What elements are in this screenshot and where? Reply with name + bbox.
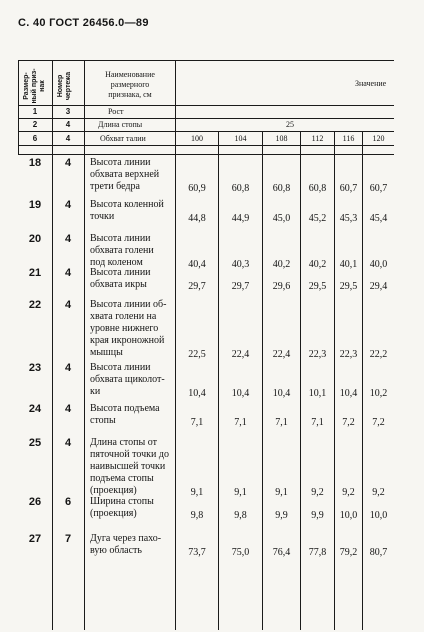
waist-value: 116 <box>342 134 355 143</box>
waist-value: 120 <box>372 134 385 143</box>
row-value: 76,4 <box>272 547 291 558</box>
row-drawing: 4 <box>64 267 72 279</box>
param-name: Рост <box>108 107 124 116</box>
row-name-line: Высота линии <box>90 362 151 373</box>
row-value: 75,0 <box>231 547 250 558</box>
row-name-line: подъема стопы <box>90 473 154 484</box>
row-value: 10,4 <box>339 388 358 399</box>
row-name-line: обхвата верхней <box>90 169 160 180</box>
row-value: 9,1 <box>275 487 288 498</box>
row-value: 22,5 <box>188 349 206 360</box>
row-value: 45,4 <box>369 213 388 224</box>
row-name-line: наивысшей точки <box>90 461 166 472</box>
row-value: 9,8 <box>190 510 204 521</box>
row-value: 22,4 <box>231 349 250 360</box>
row-num: 20 <box>28 233 42 245</box>
row-value: 10,4 <box>231 388 250 399</box>
param-num: 6 <box>32 134 38 143</box>
row-drawing: 4 <box>64 199 72 211</box>
row-value: 60,9 <box>188 183 206 194</box>
row-num: 23 <box>28 362 42 374</box>
row-name-line: стопы <box>90 415 116 426</box>
page-header: С. 40 ГОСТ 26456.0—89 <box>18 17 149 29</box>
row-name-line: (проекция) <box>90 485 137 496</box>
row-name-line: пяточной точки до <box>90 449 169 460</box>
row-value: 29,4 <box>369 281 388 292</box>
row-name-line: Длина стопы от <box>90 437 157 448</box>
row-name-line: (проекция) <box>90 508 137 519</box>
row-value: 80,7 <box>369 547 388 558</box>
row-value: 9,1 <box>190 487 204 498</box>
row-value: 22,3 <box>308 349 327 360</box>
row-value: 60,7 <box>369 183 388 194</box>
row-value: 22,2 <box>369 349 388 360</box>
row-value: 9,2 <box>372 487 385 498</box>
row-name-line: Ширина стопы <box>90 496 154 507</box>
row-value: 7,1 <box>234 417 247 428</box>
row-value: 40,2 <box>308 259 327 270</box>
row-value: 7,2 <box>372 417 385 428</box>
row-value: 45,2 <box>308 213 327 224</box>
row-name-line: Высота линии <box>90 157 151 168</box>
row-name-line: Высота линии <box>90 267 151 278</box>
row-name-line: трети бедра <box>90 181 140 192</box>
header-drawing-number: Номер чертежа <box>57 71 72 101</box>
row-name-line: хвата голени на <box>90 311 157 322</box>
row-value: 29,5 <box>339 281 358 292</box>
row-value: 44,8 <box>188 213 206 224</box>
row-value: 10,4 <box>272 388 291 399</box>
row-num: 22 <box>28 299 42 311</box>
row-value: 45,0 <box>272 213 291 224</box>
row-name-line: Дуга через пахо- <box>90 533 162 544</box>
row-num: 25 <box>28 437 42 449</box>
row-value: 60,8 <box>308 183 327 194</box>
row-name-line: под коленом <box>90 257 143 268</box>
row-num: 24 <box>28 403 42 415</box>
row-value: 22,3 <box>339 349 358 360</box>
row-name-line: Высота линии <box>90 233 151 244</box>
row-name-line: точки <box>90 211 115 222</box>
header-size-feature: Размер- ный приз- нак <box>23 68 46 104</box>
waist-value: 100 <box>191 134 203 143</box>
row-drawing: 4 <box>64 437 72 449</box>
row-name-line: вую область <box>90 545 142 556</box>
row-name-line: уровне нижнего <box>90 323 159 334</box>
row-value: 60,7 <box>339 183 358 194</box>
row-name-line: Высота подъема <box>90 403 160 414</box>
row-drawing: 6 <box>64 496 72 508</box>
param-name: Обхват талии <box>100 134 146 143</box>
row-value: 60,8 <box>272 183 291 194</box>
row-value: 7,1 <box>190 417 204 428</box>
row-drawing: 4 <box>64 157 72 169</box>
row-name-line: обхвата икры <box>90 279 147 290</box>
header-value: Значение <box>355 79 387 88</box>
row-name-line: обхвата щиколот- <box>90 374 165 385</box>
row-value: 60,8 <box>231 183 250 194</box>
row-name-line: Высота коленной <box>90 199 164 210</box>
row-value: 29,7 <box>188 281 206 292</box>
row-drawing: 4 <box>64 403 72 415</box>
row-value: 7,1 <box>275 417 288 428</box>
row-drawing: 4 <box>64 362 72 374</box>
row-value: 22,4 <box>272 349 291 360</box>
row-value: 10,4 <box>188 388 206 399</box>
row-value: 9,2 <box>342 487 355 498</box>
param-drawing: 4 <box>65 134 71 143</box>
row-value: 29,7 <box>231 281 250 292</box>
row-num: 18 <box>28 157 42 169</box>
row-value: 79,2 <box>339 547 358 558</box>
row-drawing: 4 <box>64 299 72 311</box>
row-value: 7,2 <box>342 417 355 428</box>
row-value: 9,9 <box>311 510 324 521</box>
param-value: 25 <box>286 120 294 129</box>
row-value: 45,3 <box>339 213 358 224</box>
row-value: 29,6 <box>272 281 291 292</box>
row-value: 9,9 <box>275 510 288 521</box>
row-drawing: 7 <box>64 533 72 545</box>
row-name-line: обхвата голени <box>90 245 154 256</box>
row-value: 40,3 <box>231 259 250 270</box>
row-num: 26 <box>28 496 42 508</box>
row-name-line: ки <box>90 386 101 397</box>
waist-value: 112 <box>311 134 324 143</box>
index-col1: 1 <box>32 107 38 116</box>
param-num: 2 <box>32 120 38 129</box>
row-value: 44,9 <box>231 213 250 224</box>
row-value: 10,1 <box>308 388 327 399</box>
param-name: Длина стопы <box>98 120 143 129</box>
row-name-line: Высота линии об- <box>90 299 167 310</box>
waist-value: 104 <box>234 134 247 143</box>
row-value: 10,0 <box>339 510 358 521</box>
row-value: 10,2 <box>369 388 388 399</box>
waist-value: 108 <box>275 134 288 143</box>
param-drawing: 4 <box>65 120 71 129</box>
index-col2: 3 <box>65 107 71 116</box>
row-value: 10,0 <box>369 510 388 521</box>
row-value: 73,7 <box>188 547 206 558</box>
header-feature-name: Наименование размерного признака, см <box>105 70 155 99</box>
row-value: 9,1 <box>234 487 247 498</box>
row-num: 27 <box>28 533 42 545</box>
row-value: 40,2 <box>272 259 291 270</box>
row-num: 21 <box>28 267 42 279</box>
row-value: 40,4 <box>188 259 206 270</box>
row-name-line: края икроножной <box>90 335 165 346</box>
row-value: 40,0 <box>369 259 388 270</box>
row-name-line: мышцы <box>90 347 123 358</box>
row-num: 19 <box>28 199 42 211</box>
row-value: 9,8 <box>234 510 247 521</box>
row-value: 77,8 <box>308 547 327 558</box>
row-value: 7,1 <box>311 417 324 428</box>
row-value: 9,2 <box>311 487 324 498</box>
row-value: 29,5 <box>308 281 327 292</box>
row-drawing: 4 <box>64 233 72 245</box>
row-value: 40,1 <box>339 259 358 270</box>
